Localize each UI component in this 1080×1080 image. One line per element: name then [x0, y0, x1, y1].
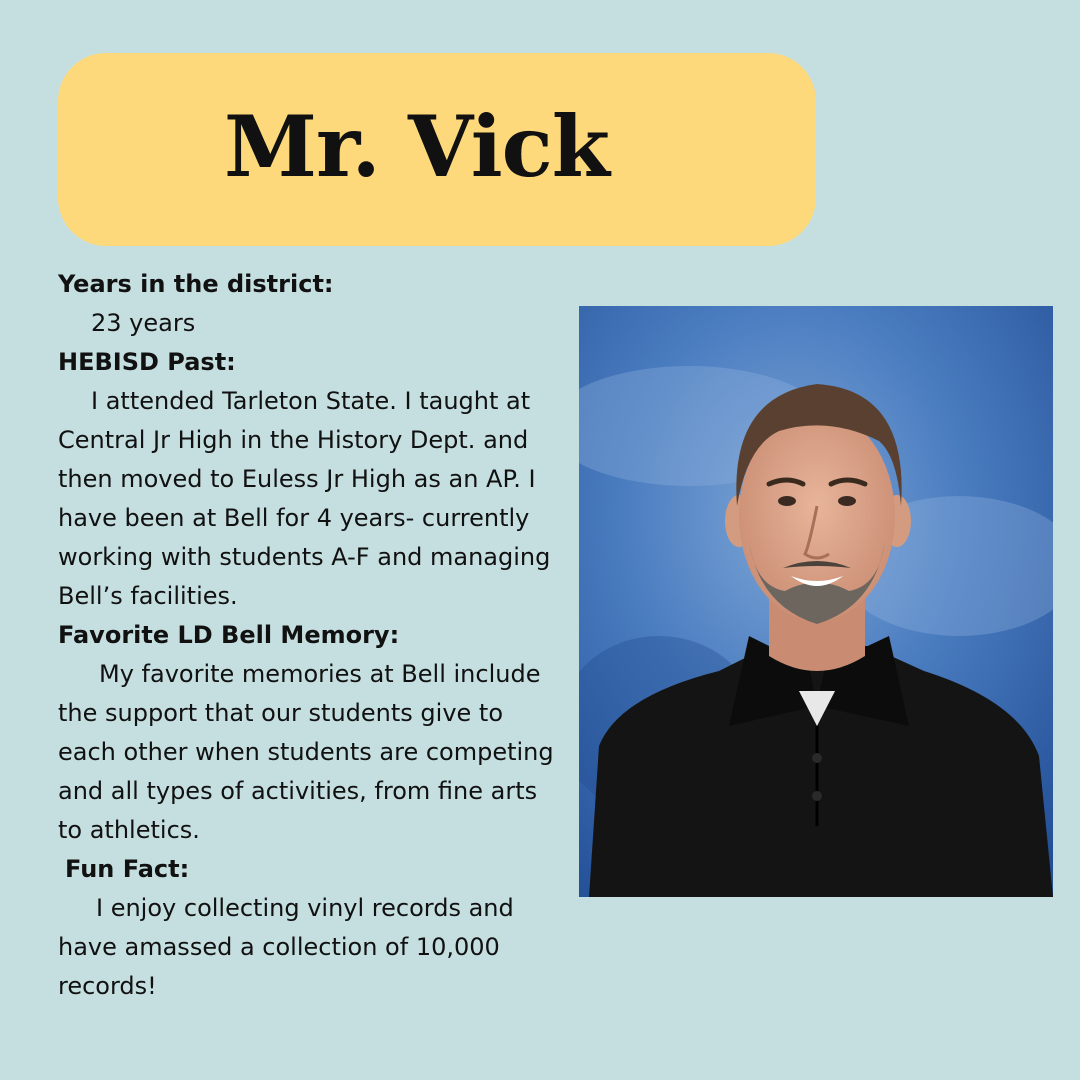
portrait-photo: [579, 306, 1053, 897]
years-heading: Years in the district:: [58, 270, 334, 298]
years-text: 23 years: [91, 309, 196, 337]
page-title: Mr. Vick: [224, 97, 609, 196]
past-text: I attended Tarleton State. I taught at Central Jr High in the History Dept. and then moved to Euless Jr High as an AP. I have been at Bell for 4 years- currently working with students A-F and managing Bell’s facilities.: [58, 387, 551, 610]
title-banner: [58, 53, 816, 246]
portrait-illustration: [579, 306, 1053, 897]
memory-heading: Favorite LD Bell Memory:: [58, 621, 400, 649]
memory-text: My favorite memories at Bell include the support that our students give to each other when students are competing and all types of activities, from fine arts to athletics.: [58, 660, 554, 844]
fun-fact-heading: Fun Fact:: [65, 855, 190, 883]
fun-fact-text: I enjoy collecting vinyl records and have amassed a collection of 10,000 records!: [58, 894, 514, 1000]
bio-section: [58, 265, 558, 1006]
past-heading: HEBISD Past:: [58, 348, 236, 376]
